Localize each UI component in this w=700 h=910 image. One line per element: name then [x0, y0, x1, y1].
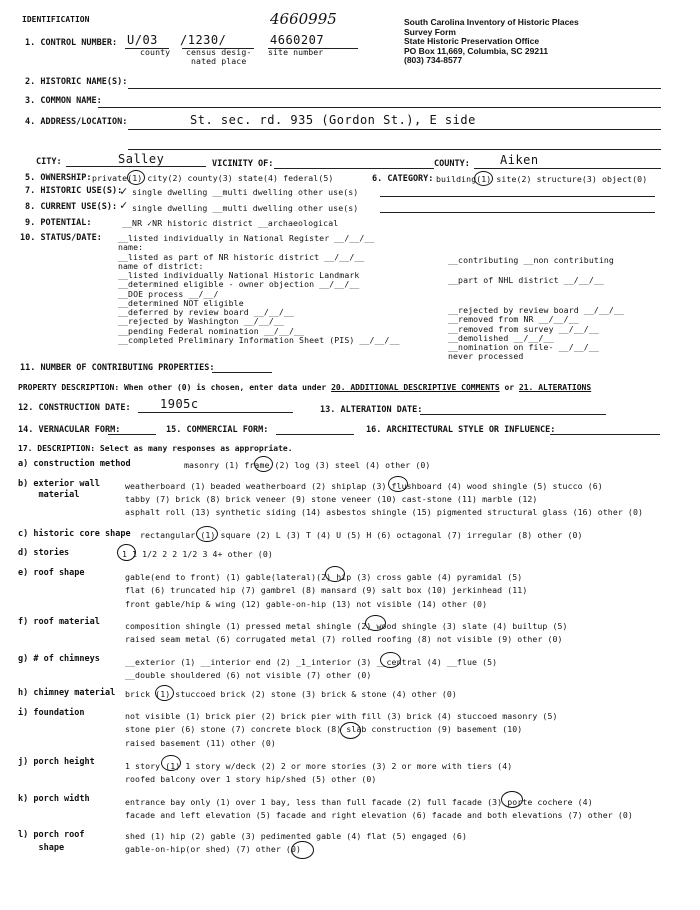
concrete-block-selected-circle: [340, 722, 361, 739]
status-line: __completed Preliminary Information Sheet (PIS) __/__/__: [118, 334, 400, 345]
pressed-metal-selected-circle: [365, 615, 386, 631]
chimney-material-label: h) chimney material: [18, 688, 116, 698]
option-line: composition shingle (1) pressed metal shingle (2) wood shingle (3) slate (4) builtup (5): [125, 621, 568, 631]
porch-width-options: [125, 796, 633, 823]
exterior-wall-options: [125, 480, 643, 519]
county-caption: county: [140, 47, 171, 57]
vicinity-label: VICINITY OF:: [212, 159, 274, 169]
status-contributing: __contributing __non contributing: [448, 255, 614, 265]
vicinity-field[interactable]: [274, 168, 434, 169]
architectural-style-label: 16. ARCHITECTURAL STYLE OR INFLUENCE:: [366, 425, 556, 435]
historic-other-field[interactable]: [380, 196, 655, 197]
agency-block: [404, 18, 579, 66]
address-label: 4. ADDRESS/LOCATION:: [25, 117, 128, 127]
property-desc-20: 20. ADDITIONAL DESCRIPTIVE COMMENTS: [331, 383, 500, 392]
option-line: __exterior (1) __interior end (2) _1_interior (3) __central (4) __flue (5): [125, 657, 498, 667]
city-value: Salley: [118, 152, 165, 166]
chimneys-label: g) # of chimneys: [18, 654, 100, 664]
status-left-list: [118, 234, 400, 345]
core-shape-options: rectangular (1) square (2) L (3) T (4) U (5) H (6) octagonal (7) irregular (8) other (0): [140, 530, 583, 540]
historic-names-field[interactable]: [128, 88, 661, 89]
construction-date-value: 1905c: [160, 397, 199, 411]
contributing-properties-field[interactable]: [212, 372, 272, 373]
status-line: __removed from NR __/__/__: [448, 314, 579, 325]
category-label: 6. CATEGORY:: [372, 174, 434, 184]
status-line: __pending Federal nomination __/__/__: [118, 325, 305, 336]
county-field[interactable]: [474, 168, 661, 169]
status-line: __DOE process __/__/: [118, 288, 219, 299]
status-nhl: __part of NHL district __/__/__: [448, 275, 604, 285]
option-line: stone pier (6) stone (7) concrete block (8) slab construction (9) basement (10): [125, 724, 523, 735]
status-line: __rejected by review board __/__/__: [448, 305, 625, 315]
brick-selected-circle: [155, 685, 174, 701]
option-line: tabby (7) brick (8) brick veneer (9) stone veneer (10) cast-stone (11) marble (12): [125, 493, 538, 504]
porch-height-options: [125, 760, 512, 787]
exterior-wall-label: b) exterior wall material: [18, 479, 100, 501]
status-line: __demolished __/__/__: [448, 332, 554, 343]
common-name-label: 3. COMMON NAME:: [25, 96, 102, 106]
option-line: not visible (1) brick pier (2) brick pier with fill (3) brick (4) stuccoed masonry (5): [125, 711, 558, 721]
address-field[interactable]: [128, 129, 661, 130]
option-line: asphalt roll (13) synthetic siding (14) asbestos shingle (15) pigmented structural glass (16) other (0): [125, 506, 644, 517]
status-line: __listed individually National Historic Landmark: [118, 270, 360, 281]
county-label: COUNTY:: [434, 159, 470, 169]
architectural-style-field[interactable]: [550, 434, 660, 435]
ownership-label: 5. OWNERSHIP:: [25, 173, 92, 183]
historic-use-label: 7. HISTORIC USE(S):: [25, 186, 123, 196]
option-line: raised seam metal (6) corrugated metal (7) rolled roofing (8) not visible (9) other (0): [125, 634, 563, 645]
option-line: gable-on-hip(or shed) (7) other (0): [125, 844, 302, 855]
frame-selected-circle: [254, 456, 273, 472]
chimneys-options: [125, 656, 497, 683]
city-label: CITY:: [36, 157, 62, 167]
status-line: never processed: [448, 351, 524, 362]
handwritten-id: 4660995: [270, 10, 337, 28]
option-line: raised basement (11) other (0): [125, 737, 276, 748]
option-line: __double shouldered (6) not visible (7) other (0): [125, 670, 372, 681]
status-right-list: [448, 306, 624, 362]
alteration-date-field[interactable]: [420, 414, 606, 415]
potential-label: 9. POTENTIAL:: [25, 218, 92, 228]
identification-heading: IDENTIFICATION: [22, 15, 90, 24]
foundation-label: i) foundation: [18, 708, 85, 718]
option-line: gable(end to front) (1) gable(lateral)(2) hip (3) cross gable (4) pyramidal (5): [125, 572, 523, 582]
porch-width-label: k) porch width: [18, 794, 90, 804]
vernacular-form-field[interactable]: [108, 434, 156, 435]
current-other-field[interactable]: [380, 212, 655, 213]
option-line: entrance bay only (1) over 1 bay, less than full facade (2) full facade (3) porte cochere (4): [125, 797, 593, 807]
status-line: __determined eligible - owner objection __/__/__: [118, 279, 360, 290]
construction-date-label: 12. CONSTRUCTION DATE:: [18, 403, 131, 413]
historic-use-check: ✓: [120, 184, 128, 198]
option-line: roofed balcony over 1 story hip/shed (5) other (0): [125, 774, 377, 785]
construction-method-label: a) construction method: [18, 459, 131, 469]
property-description-note: [18, 384, 591, 392]
porch-roof-label: l) porch roof shape: [18, 830, 85, 853]
option-line: 1 story (1) 1 story w/deck (2) 2 or more stories (3) 2 or more with tiers (4): [125, 761, 513, 771]
ownership-options: private(1) city(2) county(3) state(4) federal(5): [92, 173, 334, 183]
agency-line: (803) 734-8577: [404, 55, 463, 66]
vernacular-form-label: 14. VERNACULAR FORM:: [18, 425, 121, 435]
roof-material-label: f) roof material: [18, 617, 100, 627]
interior-selected-circle: [380, 652, 401, 668]
category-options: building(1) site(2) structure(3) object(0): [436, 174, 648, 184]
stories-label: d) stories: [18, 548, 70, 558]
common-name-field[interactable]: [98, 107, 661, 108]
status-line: __nomination on file- __/__/__: [448, 342, 599, 353]
roof-shape-label: e) roof shape: [18, 568, 85, 578]
roof-material-options: [125, 620, 568, 647]
contributing-properties-label: 11. NUMBER OF CONTRIBUTING PROPERTIES:: [20, 363, 215, 373]
status-line: __rejected by Washington __/__/__: [118, 316, 284, 327]
agency-line: Survey Form: [404, 26, 456, 37]
core-shape-label: c) historic core shape: [18, 529, 131, 539]
control-census-value: /1230/: [180, 33, 227, 47]
site-caption: site number: [268, 47, 324, 57]
status-line: __determined NOT eligible: [118, 297, 244, 308]
option-line: front gable/hip & wing (12) gable-on-hip (13) not visible (14) other (0): [125, 598, 488, 609]
control-number-label: 1. CONTROL NUMBER:: [25, 38, 118, 48]
property-desc-21: 21. ALTERATIONS: [518, 383, 592, 392]
current-use-check: ✓: [120, 198, 128, 212]
status-line: name:: [118, 242, 144, 253]
commercial-form-field[interactable]: [276, 434, 354, 435]
property-desc-or: or: [499, 383, 519, 392]
option-line: facade and left elevation (5) facade and right elevation (6) facade and both elevations (7) other (0): [125, 810, 633, 821]
control-county-value: U/03: [127, 33, 158, 47]
agency-line: PO Box 11,669, Columbia, SC 29211: [404, 45, 549, 56]
option-line: flat (6) truncated hip (7) gambrel (8) mansard (9) salt box (10) jerkinhead (11): [125, 585, 528, 596]
property-desc-text: PROPERTY DESCRIPTION: When other (0) is chosen, enter data under: [18, 383, 332, 392]
construction-method-options: masonry (1) frame (2) log (3) steel (4) other (0): [184, 460, 431, 470]
status-line: name of district:: [118, 260, 204, 271]
description-heading: 17. DESCRIPTION: Select as many responses as appropriate.: [18, 444, 293, 453]
status-line: __listed as part of NR historic district __/__/__: [118, 251, 365, 262]
full-facade-selected-circle: [501, 791, 523, 808]
status-line: __deferred by review board __/__/__: [118, 307, 295, 318]
agency-line: State Historic Preservation Office: [404, 36, 540, 47]
alteration-date-label: 13. ALTERATION DATE:: [320, 405, 423, 415]
construction-date-field[interactable]: [138, 412, 293, 413]
other-selected-circle: [291, 841, 314, 859]
option-line: shed (1) hip (2) gable (3) pedimented gable (4) flat (5) engaged (6): [125, 831, 467, 841]
commercial-form-label: 15. COMMERCIAL FORM:: [166, 425, 269, 435]
potential-options: __NR ✓NR historic district __archaeological: [122, 218, 339, 228]
stories-selected-circle: [117, 544, 136, 561]
current-use-label: 8. CURRENT USE(S):: [25, 202, 118, 212]
shiplap-selected-circle: [388, 476, 408, 492]
status-label: 10. STATUS/DATE:: [20, 233, 102, 243]
city-field[interactable]: [66, 166, 206, 167]
agency-line: South Carolina Inventory of Historic Places: [404, 17, 579, 27]
status-line: __removed from survey __/__/__: [448, 323, 599, 334]
rectangular-selected-circle: [196, 526, 218, 542]
status-line: __listed individually in National Register __/__/__: [118, 233, 375, 243]
porch-height-label: j) porch height: [18, 757, 95, 767]
gable-lateral-selected-circle: [325, 566, 345, 582]
chimney-material-options: brick (1) stuccoed brick (2) stone (3) brick & stone (4) other (0): [125, 689, 457, 699]
census-caption: census desig- nated place: [186, 47, 252, 67]
current-use-options: single dwelling __multi dwelling other use(s): [132, 203, 359, 213]
historic-names-label: 2. HISTORIC NAME(S):: [25, 77, 128, 87]
historic-use-options: single dwelling __multi dwelling other use(s): [132, 187, 359, 197]
category-selected-circle: [474, 171, 493, 186]
county-value: Aiken: [500, 153, 539, 167]
stories-options: 1 1 1/2 2 2 1/2 3 4+ other (0): [122, 549, 273, 559]
ownership-selected-circle: [127, 170, 145, 185]
option-line: weatherboard (1) beaded weatherboard (2) shiplap (3) flushboard (4) wood shingle (5) stucco (6): [125, 481, 603, 491]
control-site-value: 4660207: [270, 33, 325, 47]
address-field-2[interactable]: [128, 149, 661, 150]
one-story-selected-circle: [161, 755, 181, 771]
address-value: St. sec. rd. 935 (Gordon St.), E side: [190, 113, 476, 127]
